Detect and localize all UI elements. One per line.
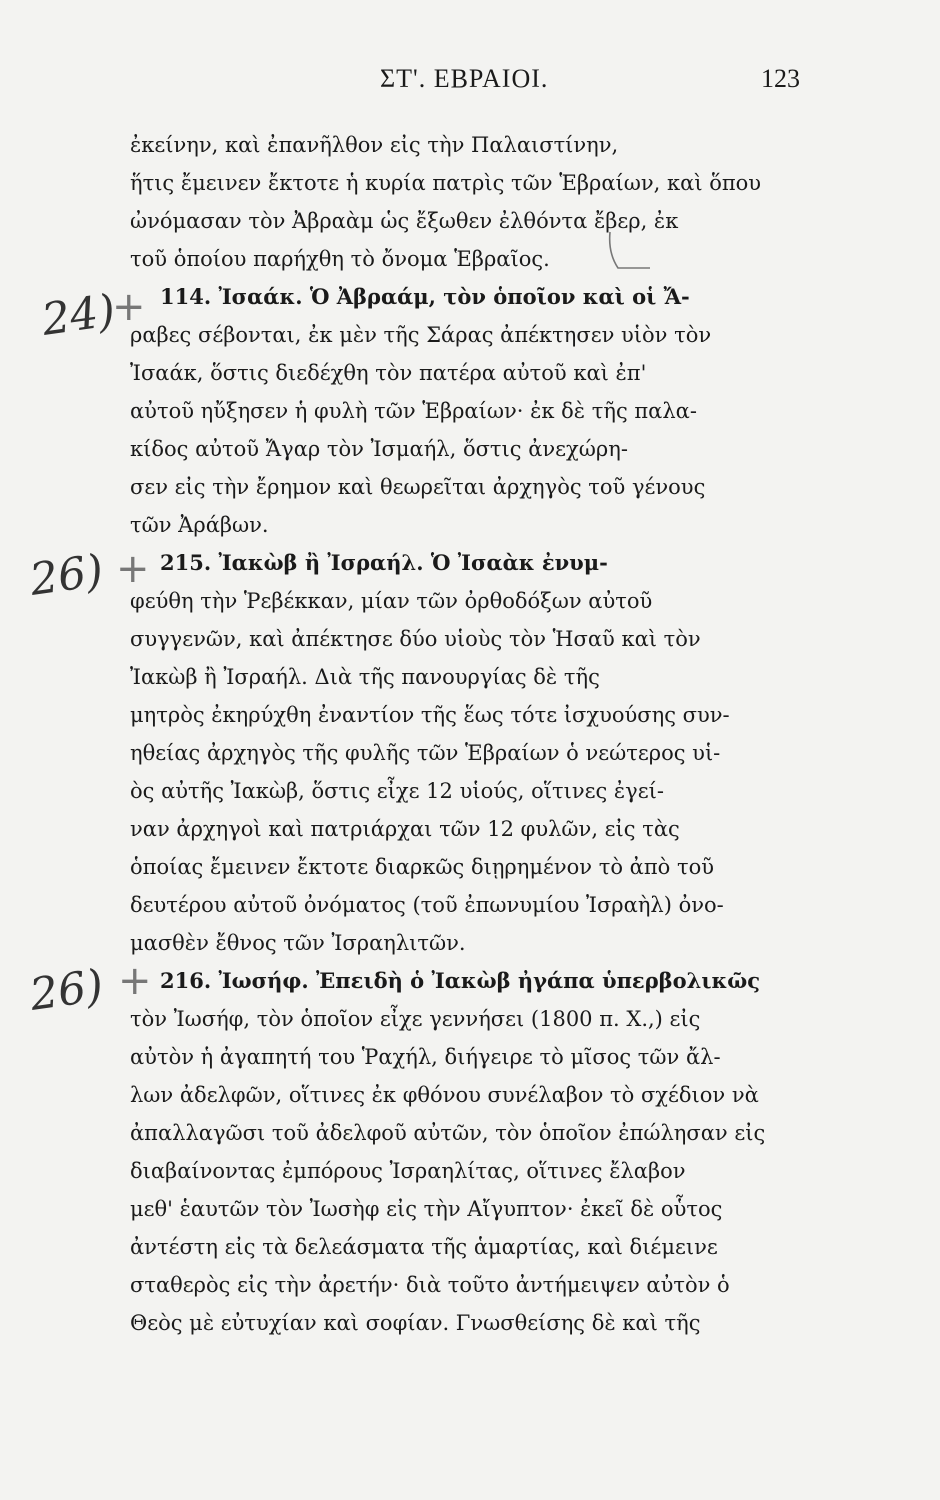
text-line: δευτέρου αὐτοῦ ὀνόματος (τοῦ ἐπωνυμίου Ἰσραὴλ) ὀνο- (130, 893, 724, 917)
margin-plus-mark: + (116, 546, 150, 592)
text-line: ραβες σέβονται, ἐκ μὲν τῆς Σάρας ἀπέκτησεν υἱὸν τὸν (130, 323, 712, 347)
text-line: σεν εἰς τὴν ἔρημον καὶ θεωρεῖται ἀρχηγὸς τοῦ γένους (130, 475, 706, 499)
text-line: ὸς αὐτῆς Ἰακὼβ, ὅστις εἶχε 12 υἱούς, οἵτινες ἐγεί- (130, 779, 664, 803)
text-line: διαβαίνοντας ἐμπόρους Ἰσραηλίτας, οἵτινες ἔλαβον (130, 1159, 686, 1183)
text-line: σταθερὸς εἰς τὴν ἀρετήν· διὰ τοῦτο ἀντήμειψεν αὐτὸν ὁ (130, 1273, 730, 1297)
margin-plus-mark: + (118, 958, 152, 1004)
section-heading-114: 114. Ἰσαάκ. Ὁ Ἀβραάμ, τὸν ὁποῖον καὶ οἱ Ἄ- (160, 284, 690, 309)
margin-note: 26) (26, 545, 107, 606)
text-line: ναν ἀρχηγοὶ καὶ πατριάρχαι τῶν 12 φυλῶν, εἰς τὰς (130, 817, 680, 841)
text-line: Ἰσαάκ, ὅστις διεδέχθη τὸν πατέρα αὐτοῦ καὶ ἐπ' (130, 361, 647, 385)
margin-note: 26) (26, 960, 107, 1021)
text-line: λων ἀδελφῶν, οἵτινες ἐκ φθόνου συνέλαβον τὸ σχέδιον νὰ (130, 1083, 759, 1107)
text-line: ἐκείνην, καὶ ἐπανῆλθον εἰς τὴν Παλαιστίνην, (130, 133, 619, 157)
text-line: ὁποίας ἔμεινεν ἔκτοτε διαρκῶς διῃρημένον τὸ ἀπὸ τοῦ (130, 855, 715, 879)
text-line: ἀπαλλαγῶσι τοῦ ἀδελφοῦ αὐτῶν, τὸν ὁποῖον ἐπώλησαν εἰς (130, 1121, 766, 1145)
text-line: φεύθη τὴν Ῥεβέκκαν, μίαν τῶν ὀρθοδόξων αὐτοῦ (130, 589, 653, 613)
text-line: αὐτὸν ἡ ἀγαπητή του Ῥαχήλ, διήγειρε τὸ μῖσος τῶν ἄλ- (130, 1045, 721, 1069)
section-heading-215: 215. Ἰακὼβ ἢ Ἰσραήλ. Ὁ Ἰσαὰκ ἐνυμ- (160, 550, 608, 575)
text-line: ἀντέστη εἰς τὰ δελεάσματα τῆς ἁμαρτίας, καὶ διέμεινε (130, 1235, 718, 1259)
text-line: ὠνόμασαν τὸν Ἀβραὰμ ὡς ἔξωθεν ἐλθόντα ἔβερ, ἐκ (130, 209, 679, 233)
text-line: κίδος αὐτοῦ Ἄγαρ τὸν Ἰσμαήλ, ὅστις ἀνεχώρη- (130, 437, 628, 461)
running-head (130, 64, 800, 98)
text-line: αὐτοῦ ηὔξησεν ἡ φυλὴ τῶν Ἑβραίων· ἐκ δὲ τῆς παλα- (130, 399, 697, 423)
text-line: μασθὲν ἔθνος τῶν Ἰσραηλιτῶν. (130, 931, 466, 955)
text-line: τὸν Ἰωσήφ, τὸν ὁποῖον εἶχε γεννήσει (1800 π. Χ.,) εἰς (130, 1007, 701, 1031)
text-line: ἥτις ἔμεινεν ἔκτοτε ἡ κυρία πατρὶς τῶν Ἑβραίων, καὶ ὅπου (130, 171, 762, 195)
text-line: μητρὸς ἐκηρύχθη ἐναντίον τῆς ἕως τότε ἰσχυούσης συν- (130, 703, 730, 727)
section-heading-216: 216. Ἰωσήφ. Ἐπειδὴ ὁ Ἰακὼβ ἠγάπα ὑπερβολικῶς (160, 968, 761, 993)
pencil-check-mark (600, 228, 660, 278)
text-line: ηθείας ἀρχηγὸς τῆς φυλῆς τῶν Ἑβραίων ὁ νεώτερος υἱ- (130, 741, 721, 765)
text-line: Θεὸς μὲ εὐτυχίαν καὶ σοφίαν. Γνωσθείσης δὲ καὶ τῆς (130, 1311, 701, 1335)
text-line: μεθ' ἑαυτῶν τὸν Ἰωσὴφ εἰς τὴν Αἴγυπτον· ἐκεῖ δὲ οὗτος (130, 1197, 723, 1221)
page-number: 123 (761, 64, 800, 93)
text-line: τῶν Ἀράβων. (130, 513, 269, 537)
text-line: συγγενῶν, καὶ ἀπέκτησε δύο υἱοὺς τὸν Ἡσαῦ καὶ τὸν (130, 627, 701, 651)
chapter-title: ΣΤ'. ΕΒΡΑΙΟΙ. (380, 64, 549, 93)
text-line: τοῦ ὁποίου παρήχθη τὸ ὄνομα Ἑβραῖος. (130, 247, 550, 271)
margin-note: 24) (38, 285, 119, 346)
text-line: Ἰακὼβ ἢ Ἰσραήλ. Διὰ τῆς πανουργίας δὲ τῆς (130, 665, 600, 689)
margin-plus-mark: + (112, 284, 146, 330)
